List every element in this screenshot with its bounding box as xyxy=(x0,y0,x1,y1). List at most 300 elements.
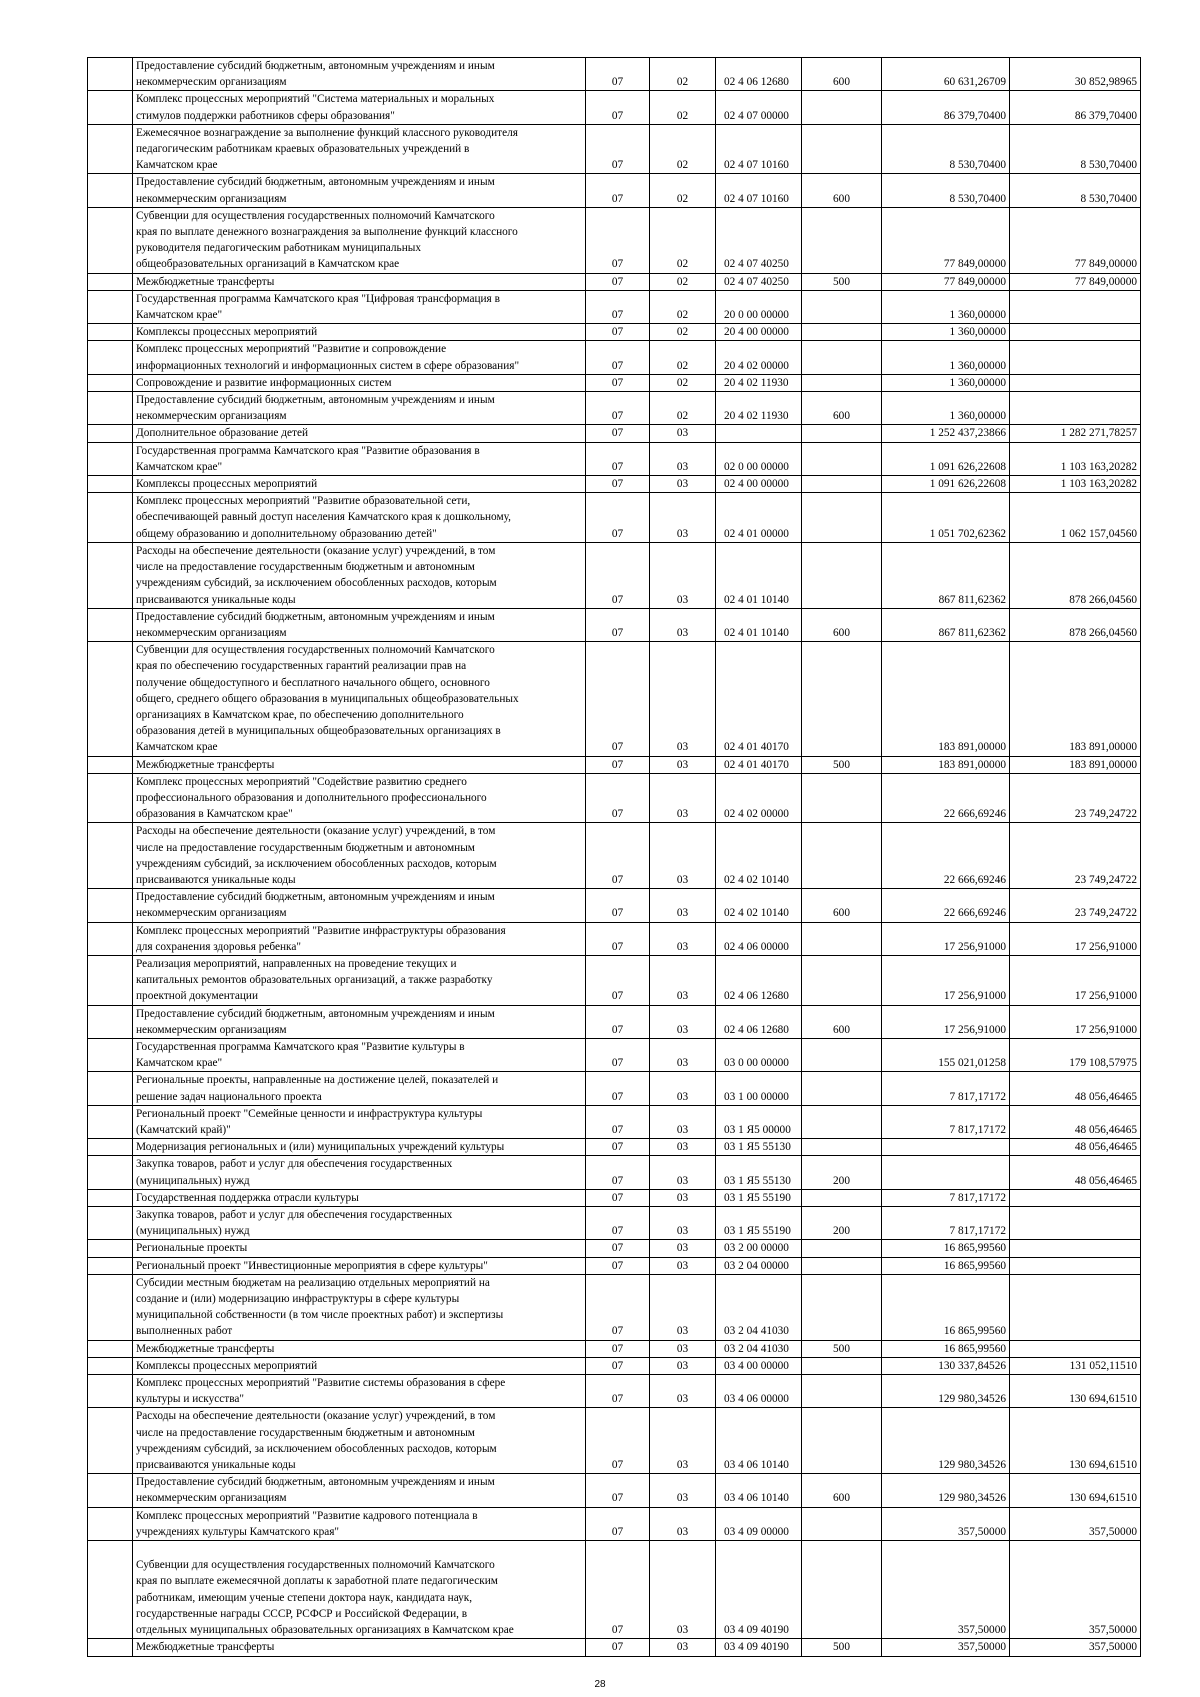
row-target-article-cell: 20 4 00 00000 xyxy=(716,324,802,341)
row-subsection-cell: 03 xyxy=(650,476,716,493)
row-year1-amount-cell: 357,50000 xyxy=(882,1639,1010,1656)
row-section-cell: 07 xyxy=(586,1005,650,1038)
row-subsection-cell: 03 xyxy=(650,493,716,543)
row-subsection-cell: 03 xyxy=(650,1274,716,1340)
row-name-cell: Предоставление субсидий бюджетным, автономным учреждениям и иным некоммерческим организациям xyxy=(133,1005,586,1038)
row-expense-type-cell xyxy=(802,1375,882,1408)
row-section-cell: 07 xyxy=(586,1541,650,1639)
row-expense-type-cell xyxy=(802,91,882,124)
row-year2-amount-cell: 878 266,04560 xyxy=(1010,608,1141,641)
row-subsection-cell: 02 xyxy=(650,124,716,174)
row-year2-amount-cell xyxy=(1010,1257,1141,1274)
row-subsection-cell: 03 xyxy=(650,608,716,641)
row-section-cell: 07 xyxy=(586,1105,650,1138)
row-subsection-cell: 03 xyxy=(650,1072,716,1105)
table-row xyxy=(88,542,1141,608)
row-name-cell: Межбюджетные трансферты xyxy=(133,1340,586,1357)
row-year2-amount-cell: 130 694,61510 xyxy=(1010,1375,1141,1408)
row-code-cell xyxy=(88,324,133,341)
row-subsection-cell: 03 xyxy=(650,1408,716,1474)
row-code-cell xyxy=(88,1357,133,1374)
row-section-cell: 07 xyxy=(586,1139,650,1156)
row-year1-amount-cell: 7 817,17172 xyxy=(882,1105,1010,1138)
row-code-cell xyxy=(88,1207,133,1240)
table-row xyxy=(88,823,1141,889)
row-code-cell xyxy=(88,1156,133,1189)
table-row xyxy=(88,425,1141,442)
row-name-cell: Предоставление субсидий бюджетным, автономным учреждениям и иным некоммерческим организациям xyxy=(133,58,586,91)
row-name-cell: Региональный проект "Семейные ценности и инфраструктура культуры (Камчатский край)" xyxy=(133,1105,586,1138)
table-row xyxy=(88,1408,1141,1474)
row-target-article-cell: 03 4 09 40190 xyxy=(716,1541,802,1639)
row-subsection-cell: 03 xyxy=(650,542,716,608)
row-code-cell xyxy=(88,1257,133,1274)
row-year1-amount-cell: 16 865,99560 xyxy=(882,1240,1010,1257)
row-code-cell xyxy=(88,542,133,608)
row-year1-amount-cell: 22 666,69246 xyxy=(882,823,1010,889)
row-expense-type-cell xyxy=(802,324,882,341)
row-code-cell xyxy=(88,1240,133,1257)
row-subsection-cell: 03 xyxy=(650,642,716,756)
row-section-cell: 07 xyxy=(586,273,650,290)
row-target-article-cell: 03 1 Я5 55130 xyxy=(716,1139,802,1156)
row-code-cell xyxy=(88,1274,133,1340)
row-target-article-cell: 03 1 Я5 00000 xyxy=(716,1105,802,1138)
row-expense-type-cell: 600 xyxy=(802,1005,882,1038)
row-year1-amount-cell: 1 360,00000 xyxy=(882,374,1010,391)
row-code-cell xyxy=(88,823,133,889)
row-year2-amount-cell: 23 749,24722 xyxy=(1010,773,1141,823)
row-subsection-cell: 03 xyxy=(650,1156,716,1189)
row-year1-amount-cell: 86 379,70400 xyxy=(882,91,1010,124)
table-row xyxy=(88,124,1141,174)
row-year2-amount-cell: 878 266,04560 xyxy=(1010,542,1141,608)
row-subsection-cell: 02 xyxy=(650,207,716,273)
row-year1-amount-cell: 60 631,26709 xyxy=(882,58,1010,91)
row-year2-amount-cell: 1 103 163,20282 xyxy=(1010,442,1141,475)
table-row xyxy=(88,493,1141,543)
row-section-cell: 07 xyxy=(586,425,650,442)
row-expense-type-cell xyxy=(802,1408,882,1474)
row-subsection-cell: 03 xyxy=(650,823,716,889)
row-year1-amount-cell: 1 360,00000 xyxy=(882,290,1010,323)
row-year2-amount-cell: 86 379,70400 xyxy=(1010,91,1141,124)
row-target-article-cell: 02 4 02 00000 xyxy=(716,773,802,823)
row-name-cell: Дополнительное образование детей xyxy=(133,425,586,442)
row-target-article-cell: 20 0 00 00000 xyxy=(716,290,802,323)
row-name-cell: Комплекс процессных мероприятий "Развитие образовательной сети, обеспечивающей равный доступ населения Камчатского края к дошкольному, общему образованию и дополнительному образованию детей" xyxy=(133,493,586,543)
row-section-cell: 07 xyxy=(586,58,650,91)
row-code-cell xyxy=(88,1639,133,1656)
row-section-cell: 07 xyxy=(586,608,650,641)
row-name-cell: Расходы на обеспечение деятельности (оказание услуг) учреждений, в том числе на предоставление государственным бюджетным и автономным учреждениям субсидий, за исключением обособленных расходов, которым присваиваются уникальные коды xyxy=(133,823,586,889)
table-row xyxy=(88,392,1141,425)
row-year1-amount-cell: 1 252 437,23866 xyxy=(882,425,1010,442)
row-subsection-cell: 03 xyxy=(650,756,716,773)
row-expense-type-cell xyxy=(802,773,882,823)
row-year2-amount-cell: 48 056,46465 xyxy=(1010,1105,1141,1138)
row-section-cell: 07 xyxy=(586,1357,650,1374)
row-section-cell: 07 xyxy=(586,1274,650,1340)
row-year1-amount-cell: 155 021,01258 xyxy=(882,1038,1010,1071)
row-year2-amount-cell xyxy=(1010,1274,1141,1340)
row-target-article-cell: 03 4 09 00000 xyxy=(716,1507,802,1540)
row-year1-amount-cell: 129 980,34526 xyxy=(882,1375,1010,1408)
row-name-cell: Предоставление субсидий бюджетным, автономным учреждениям и иным некоммерческим организациям xyxy=(133,392,586,425)
row-year1-amount-cell xyxy=(882,1139,1010,1156)
row-expense-type-cell xyxy=(802,1139,882,1156)
row-year1-amount-cell: 1 091 626,22608 xyxy=(882,476,1010,493)
row-code-cell xyxy=(88,1340,133,1357)
row-year2-amount-cell xyxy=(1010,290,1141,323)
row-target-article-cell: 02 0 00 00000 xyxy=(716,442,802,475)
row-section-cell: 07 xyxy=(586,174,650,207)
row-expense-type-cell xyxy=(802,542,882,608)
row-expense-type-cell xyxy=(802,955,882,1005)
row-year1-amount-cell: 867 811,62362 xyxy=(882,542,1010,608)
row-section-cell: 07 xyxy=(586,207,650,273)
row-target-article-cell: 03 4 09 40190 xyxy=(716,1639,802,1656)
row-target-article-cell xyxy=(716,425,802,442)
row-subsection-cell: 03 xyxy=(650,1340,716,1357)
row-year2-amount-cell: 179 108,57975 xyxy=(1010,1038,1141,1071)
row-year2-amount-cell: 77 849,00000 xyxy=(1010,273,1141,290)
row-section-cell: 07 xyxy=(586,91,650,124)
row-subsection-cell: 03 xyxy=(650,922,716,955)
row-expense-type-cell xyxy=(802,1189,882,1206)
row-target-article-cell: 03 0 00 00000 xyxy=(716,1038,802,1071)
row-subsection-cell: 03 xyxy=(650,955,716,1005)
row-year1-amount-cell: 22 666,69246 xyxy=(882,889,1010,922)
row-section-cell: 07 xyxy=(586,341,650,374)
row-name-cell: Субвенции для осуществления государственных полномочий Камчатского края по обеспечению государственных гарантий реализации прав на получение общедоступного и бесплатного начального общего, основного общего, среднего общего образования в муниципальных общеобразовательных организациях в Камчатском крае, по обеспечению дополнительного образования детей в муниципальных общеобразовательных организациях в Камчатском крае xyxy=(133,642,586,756)
row-year1-amount-cell: 357,50000 xyxy=(882,1507,1010,1540)
row-target-article-cell: 03 2 04 00000 xyxy=(716,1257,802,1274)
table-row xyxy=(88,1357,1141,1374)
row-target-article-cell: 02 4 01 40170 xyxy=(716,642,802,756)
row-expense-type-cell xyxy=(802,442,882,475)
row-expense-type-cell xyxy=(802,823,882,889)
row-code-cell xyxy=(88,1105,133,1138)
row-subsection-cell: 03 xyxy=(650,1005,716,1038)
row-code-cell xyxy=(88,1408,133,1474)
row-code-cell xyxy=(88,476,133,493)
row-year2-amount-cell: 1 062 157,04560 xyxy=(1010,493,1141,543)
row-subsection-cell: 02 xyxy=(650,374,716,391)
table-row xyxy=(88,374,1141,391)
row-code-cell xyxy=(88,91,133,124)
row-year2-amount-cell: 131 052,11510 xyxy=(1010,1357,1141,1374)
row-section-cell: 07 xyxy=(586,1156,650,1189)
row-year1-amount-cell: 867 811,62362 xyxy=(882,608,1010,641)
row-section-cell: 07 xyxy=(586,290,650,323)
row-expense-type-cell xyxy=(802,374,882,391)
row-year2-amount-cell: 1 282 271,78257 xyxy=(1010,425,1141,442)
row-target-article-cell: 03 4 06 10140 xyxy=(716,1408,802,1474)
row-subsection-cell: 03 xyxy=(650,889,716,922)
row-name-cell: Закупка товаров, работ и услуг для обеспечения государственных (муниципальных) нужд xyxy=(133,1207,586,1240)
row-name-cell: Предоставление субсидий бюджетным, автономным учреждениям и иным некоммерческим организациям xyxy=(133,608,586,641)
table-row xyxy=(88,1072,1141,1105)
table-row xyxy=(88,1474,1141,1507)
row-expense-type-cell xyxy=(802,476,882,493)
row-target-article-cell: 02 4 01 40170 xyxy=(716,756,802,773)
row-name-cell: Региональные проекты, направленные на достижение целей, показателей и решение задач национального проекта xyxy=(133,1072,586,1105)
row-name-cell: Комплекс процессных мероприятий "Содействие развитию среднего профессионального образования и дополнительного профессионального образования в Камчатском крае" xyxy=(133,773,586,823)
row-section-cell: 07 xyxy=(586,476,650,493)
row-subsection-cell: 03 xyxy=(650,1189,716,1206)
row-subsection-cell: 02 xyxy=(650,392,716,425)
row-year1-amount-cell: 77 849,00000 xyxy=(882,207,1010,273)
row-year2-amount-cell: 183 891,00000 xyxy=(1010,756,1141,773)
row-code-cell xyxy=(88,1507,133,1540)
row-section-cell: 07 xyxy=(586,442,650,475)
row-year1-amount-cell: 16 865,99560 xyxy=(882,1340,1010,1357)
budget-table-body xyxy=(88,58,1141,1657)
row-year1-amount-cell: 129 980,34526 xyxy=(882,1408,1010,1474)
row-section-cell: 07 xyxy=(586,493,650,543)
row-target-article-cell: 02 4 07 40250 xyxy=(716,273,802,290)
table-row xyxy=(88,442,1141,475)
row-section-cell: 07 xyxy=(586,889,650,922)
row-section-cell: 07 xyxy=(586,542,650,608)
row-target-article-cell: 03 4 00 00000 xyxy=(716,1357,802,1374)
row-target-article-cell: 03 2 04 41030 xyxy=(716,1340,802,1357)
row-subsection-cell: 03 xyxy=(650,1038,716,1071)
row-subsection-cell: 03 xyxy=(650,1257,716,1274)
row-code-cell xyxy=(88,442,133,475)
row-name-cell: Региональные проекты xyxy=(133,1240,586,1257)
row-name-cell: Комплекс процессных мероприятий "Развитие системы образования в сфере культуры и искусства" xyxy=(133,1375,586,1408)
row-target-article-cell: 02 4 07 40250 xyxy=(716,207,802,273)
row-section-cell: 07 xyxy=(586,642,650,756)
table-row xyxy=(88,174,1141,207)
table-row xyxy=(88,608,1141,641)
row-year1-amount-cell: 1 360,00000 xyxy=(882,392,1010,425)
row-name-cell: Комплексы процессных мероприятий xyxy=(133,324,586,341)
row-code-cell xyxy=(88,207,133,273)
row-code-cell xyxy=(88,955,133,1005)
table-row xyxy=(88,1340,1141,1357)
row-code-cell xyxy=(88,374,133,391)
row-expense-type-cell: 200 xyxy=(802,1156,882,1189)
row-target-article-cell: 02 4 07 10160 xyxy=(716,174,802,207)
row-year1-amount-cell: 17 256,91000 xyxy=(882,1005,1010,1038)
row-target-article-cell: 03 4 06 00000 xyxy=(716,1375,802,1408)
row-subsection-cell: 03 xyxy=(650,1139,716,1156)
row-target-article-cell: 03 2 00 00000 xyxy=(716,1240,802,1257)
row-subsection-cell: 03 xyxy=(650,773,716,823)
row-expense-type-cell xyxy=(802,493,882,543)
row-target-article-cell: 02 4 01 10140 xyxy=(716,608,802,641)
table-row xyxy=(88,1639,1141,1656)
row-expense-type-cell: 500 xyxy=(802,756,882,773)
row-target-article-cell: 02 4 06 12680 xyxy=(716,1005,802,1038)
row-subsection-cell: 02 xyxy=(650,273,716,290)
row-target-article-cell: 03 1 Я5 55190 xyxy=(716,1207,802,1240)
row-name-cell: Межбюджетные трансферты xyxy=(133,273,586,290)
row-expense-type-cell: 500 xyxy=(802,1639,882,1656)
row-year1-amount-cell xyxy=(882,1156,1010,1189)
row-year1-amount-cell: 7 817,17172 xyxy=(882,1189,1010,1206)
row-name-cell: Расходы на обеспечение деятельности (оказание услуг) учреждений, в том числе на предоставление государственным бюджетным и автономным учреждениям субсидий, за исключением обособленных расходов, которым присваиваются уникальные коды xyxy=(133,542,586,608)
row-target-article-cell: 20 4 02 11930 xyxy=(716,392,802,425)
row-year1-amount-cell: 16 865,99560 xyxy=(882,1274,1010,1340)
row-code-cell xyxy=(88,1375,133,1408)
row-section-cell: 07 xyxy=(586,324,650,341)
table-row xyxy=(88,773,1141,823)
row-name-cell: Межбюджетные трансферты xyxy=(133,756,586,773)
row-name-cell: Субвенции для осуществления государственных полномочий Камчатского края по выплате ежемесячной доплаты к заработной плате педагогическим работникам, имеющим ученые степени доктора наук, кандидата наук, государственные награды СССР, РСФСР и Российской Федерации, в отдельных муниципальных образовательных организациях в Камчатском крае xyxy=(133,1541,586,1639)
row-expense-type-cell xyxy=(802,290,882,323)
row-target-article-cell: 02 4 06 12680 xyxy=(716,58,802,91)
row-code-cell xyxy=(88,1072,133,1105)
row-name-cell: Предоставление субсидий бюджетным, автономным учреждениям и иным некоммерческим организациям xyxy=(133,1474,586,1507)
row-target-article-cell: 02 4 07 00000 xyxy=(716,91,802,124)
row-code-cell xyxy=(88,1038,133,1071)
row-expense-type-cell xyxy=(802,341,882,374)
row-section-cell: 07 xyxy=(586,1207,650,1240)
row-target-article-cell: 02 4 00 00000 xyxy=(716,476,802,493)
row-subsection-cell: 03 xyxy=(650,1357,716,1374)
row-year2-amount-cell xyxy=(1010,374,1141,391)
row-code-cell xyxy=(88,1541,133,1639)
row-year2-amount-cell xyxy=(1010,1340,1141,1357)
row-year2-amount-cell: 48 056,46465 xyxy=(1010,1072,1141,1105)
row-name-cell: Региональный проект "Инвестиционные мероприятия в сфере культуры" xyxy=(133,1257,586,1274)
row-expense-type-cell xyxy=(802,124,882,174)
row-year2-amount-cell xyxy=(1010,392,1141,425)
row-code-cell xyxy=(88,922,133,955)
row-section-cell: 07 xyxy=(586,1375,650,1408)
row-subsection-cell: 03 xyxy=(650,1105,716,1138)
row-code-cell xyxy=(88,756,133,773)
row-section-cell: 07 xyxy=(586,1340,650,1357)
row-year1-amount-cell: 183 891,00000 xyxy=(882,642,1010,756)
row-subsection-cell: 02 xyxy=(650,341,716,374)
row-target-article-cell: 02 4 06 12680 xyxy=(716,955,802,1005)
row-name-cell: Ежемесячное вознаграждение за выполнение функций классного руководителя педагогическим работникам краевых образовательных учреждений в Камчатском крае xyxy=(133,124,586,174)
row-expense-type-cell xyxy=(802,1105,882,1138)
row-year2-amount-cell: 130 694,61510 xyxy=(1010,1474,1141,1507)
row-name-cell: Межбюджетные трансферты xyxy=(133,1639,586,1656)
row-target-article-cell: 02 4 01 10140 xyxy=(716,542,802,608)
table-row xyxy=(88,1257,1141,1274)
row-year1-amount-cell: 129 980,34526 xyxy=(882,1474,1010,1507)
budget-table xyxy=(87,57,1141,1657)
row-name-cell: Модернизация региональных и (или) муниципальных учреждений культуры xyxy=(133,1139,586,1156)
table-row xyxy=(88,1274,1141,1340)
row-target-article-cell: 20 4 02 00000 xyxy=(716,341,802,374)
row-subsection-cell: 02 xyxy=(650,58,716,91)
row-name-cell: Комплекс процессных мероприятий "Развитие кадрового потенциала в учреждениях культуры Камчатского края" xyxy=(133,1507,586,1540)
row-year1-amount-cell: 7 817,17172 xyxy=(882,1207,1010,1240)
table-row xyxy=(88,1005,1141,1038)
row-year2-amount-cell: 1 103 163,20282 xyxy=(1010,476,1141,493)
table-row xyxy=(88,1038,1141,1071)
table-row xyxy=(88,324,1141,341)
row-code-cell xyxy=(88,608,133,641)
row-section-cell: 07 xyxy=(586,773,650,823)
row-expense-type-cell: 600 xyxy=(802,608,882,641)
row-year2-amount-cell: 23 749,24722 xyxy=(1010,889,1141,922)
row-code-cell xyxy=(88,290,133,323)
row-year2-amount-cell xyxy=(1010,341,1141,374)
row-section-cell: 07 xyxy=(586,1639,650,1656)
row-expense-type-cell xyxy=(802,425,882,442)
row-target-article-cell: 03 2 04 41030 xyxy=(716,1274,802,1340)
row-year1-amount-cell: 7 817,17172 xyxy=(882,1072,1010,1105)
row-subsection-cell: 03 xyxy=(650,1375,716,1408)
row-subsection-cell: 03 xyxy=(650,425,716,442)
row-expense-type-cell: 600 xyxy=(802,1474,882,1507)
row-name-cell: Комплекс процессных мероприятий "Развитие инфраструктуры образования для сохранения здоровья ребенка" xyxy=(133,922,586,955)
row-subsection-cell: 02 xyxy=(650,290,716,323)
row-name-cell: Закупка товаров, работ и услуг для обеспечения государственных (муниципальных) нужд xyxy=(133,1156,586,1189)
table-row xyxy=(88,207,1141,273)
row-expense-type-cell xyxy=(802,1507,882,1540)
row-code-cell xyxy=(88,1474,133,1507)
row-subsection-cell: 03 xyxy=(650,1207,716,1240)
row-code-cell xyxy=(88,889,133,922)
row-year2-amount-cell: 130 694,61510 xyxy=(1010,1408,1141,1474)
table-row xyxy=(88,1375,1141,1408)
row-name-cell: Предоставление субсидий бюджетным, автономным учреждениям и иным некоммерческим организациям xyxy=(133,174,586,207)
row-year2-amount-cell: 8 530,70400 xyxy=(1010,124,1141,174)
row-year2-amount-cell xyxy=(1010,324,1141,341)
row-section-cell: 07 xyxy=(586,1474,650,1507)
table-row xyxy=(88,955,1141,1005)
table-row xyxy=(88,341,1141,374)
row-expense-type-cell xyxy=(802,1541,882,1639)
row-year2-amount-cell: 23 749,24722 xyxy=(1010,823,1141,889)
row-section-cell: 07 xyxy=(586,1257,650,1274)
row-section-cell: 07 xyxy=(586,1038,650,1071)
row-target-article-cell: 02 4 07 10160 xyxy=(716,124,802,174)
row-expense-type-cell xyxy=(802,922,882,955)
row-expense-type-cell: 600 xyxy=(802,58,882,91)
row-expense-type-cell xyxy=(802,642,882,756)
row-target-article-cell: 03 1 Я5 55130 xyxy=(716,1156,802,1189)
row-section-cell: 07 xyxy=(586,374,650,391)
row-expense-type-cell xyxy=(802,1072,882,1105)
row-expense-type-cell xyxy=(802,1274,882,1340)
table-row xyxy=(88,1189,1141,1206)
row-expense-type-cell: 600 xyxy=(802,174,882,207)
table-row xyxy=(88,642,1141,756)
row-year1-amount-cell: 77 849,00000 xyxy=(882,273,1010,290)
table-row xyxy=(88,922,1141,955)
row-year2-amount-cell: 48 056,46465 xyxy=(1010,1156,1141,1189)
row-target-article-cell: 03 4 06 10140 xyxy=(716,1474,802,1507)
row-section-cell: 07 xyxy=(586,1240,650,1257)
table-row xyxy=(88,756,1141,773)
row-section-cell: 07 xyxy=(586,1507,650,1540)
row-year1-amount-cell: 1 091 626,22608 xyxy=(882,442,1010,475)
table-row xyxy=(88,1507,1141,1540)
table-row xyxy=(88,1240,1141,1257)
row-year2-amount-cell: 48 056,46465 xyxy=(1010,1139,1141,1156)
row-subsection-cell: 03 xyxy=(650,442,716,475)
row-section-cell: 07 xyxy=(586,955,650,1005)
row-code-cell xyxy=(88,58,133,91)
row-target-article-cell: 03 1 00 00000 xyxy=(716,1072,802,1105)
row-name-cell: Предоставление субсидий бюджетным, автономным учреждениям и иным некоммерческим организациям xyxy=(133,889,586,922)
row-subsection-cell: 03 xyxy=(650,1507,716,1540)
row-section-cell: 07 xyxy=(586,1408,650,1474)
table-row xyxy=(88,1105,1141,1138)
table-row xyxy=(88,1139,1141,1156)
